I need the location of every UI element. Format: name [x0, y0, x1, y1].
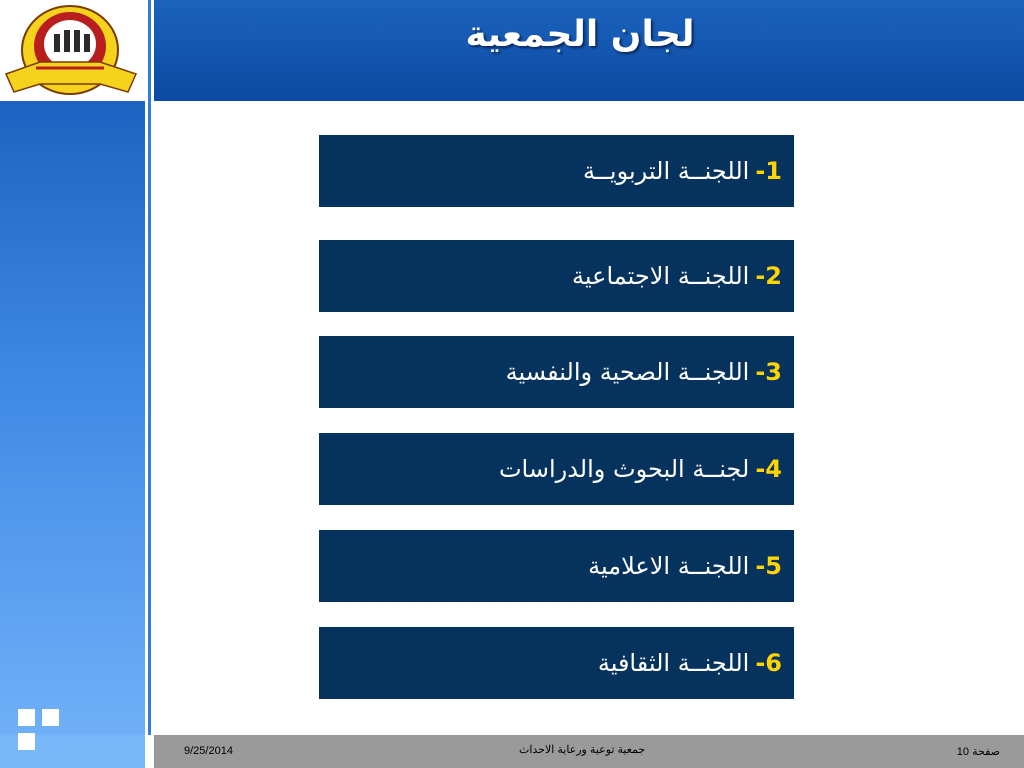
item-number: 4- [755, 455, 782, 483]
list-item [319, 336, 794, 408]
decor-square [18, 709, 35, 726]
divider-line [151, 0, 154, 735]
list-item [319, 530, 794, 602]
footer-organization: جمعية توعية ورعاية الاحداث [519, 744, 646, 756]
item-number: 2- [755, 262, 782, 290]
item-label: اللجنــة الاعلامية [588, 552, 750, 580]
item-number: 5- [755, 552, 782, 580]
header-divider [154, 101, 1024, 104]
item-number: 1- [755, 157, 782, 185]
item-label: اللجنــة الاجتماعية [572, 262, 750, 290]
item-number: 6- [755, 649, 782, 677]
decor-square [18, 733, 35, 750]
logo-area [0, 0, 145, 101]
item-number: 3- [755, 358, 782, 386]
decor-square [42, 709, 59, 726]
list-item [319, 240, 794, 312]
item-label: لجنــة البحوث والدراسات [498, 455, 750, 483]
footer-bar [154, 735, 1024, 768]
footer-page-number: صفحة 10 [956, 746, 1000, 758]
footer-date: 9/25/2014 [184, 745, 233, 757]
list-item [319, 627, 794, 699]
left-sidebar-band [0, 101, 145, 735]
item-label: اللجنــة التربويــة [582, 157, 750, 185]
list-item [319, 135, 794, 207]
item-label: اللجنــة الثقافية [597, 649, 750, 677]
list-item [319, 433, 794, 505]
item-label: اللجنــة الصحية والنفسية [505, 358, 750, 386]
slide-title: لجان الجمعية [465, 14, 695, 55]
association-logo-icon [0, 0, 145, 101]
